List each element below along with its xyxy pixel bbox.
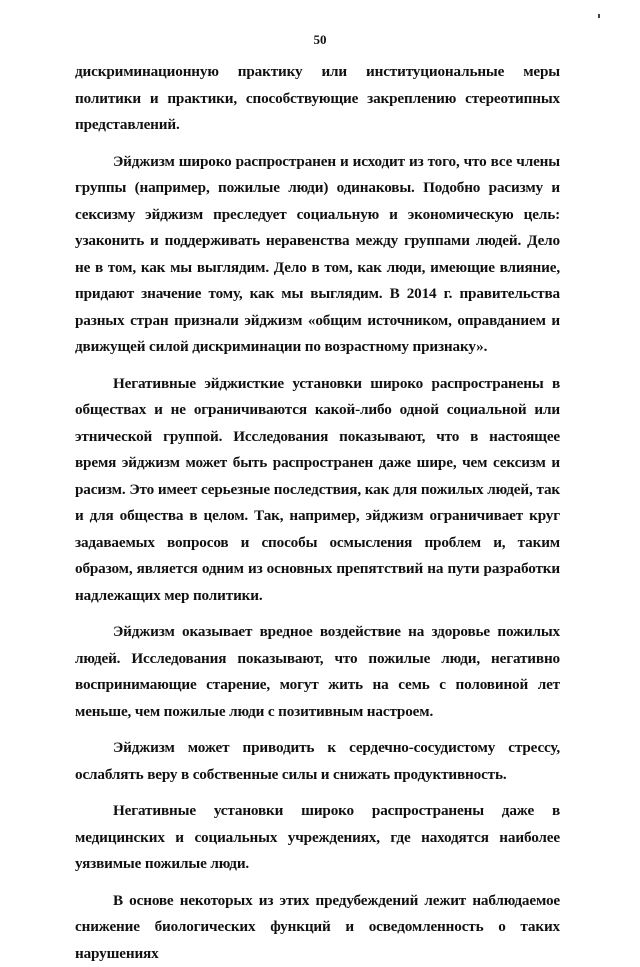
paragraph-health-impact: Эйджизм оказывает вредное воздействие на здоровье пожилых людей. Исследования показывают, что пожилые люди, негативно воспринимающие старение, могут жить на семь с половиной лет меньше, чем пожилые люди с позитивным настроем.: [75, 619, 560, 725]
paragraph-continuation: дискриминационную практику или институциональные меры политики и практики, способствующие закреплению стереотипных представлений.: [75, 59, 560, 139]
body-text: [75, 59, 560, 967]
scan-speck: [598, 14, 600, 18]
paragraph-biological-decline: В основе некоторых из этих предубеждений лежит наблюдаемое снижение биологических функций и осведомленность о таких нарушениях: [75, 888, 560, 967]
paragraph-negative-attitudes: Негативные эйджисткие установки широко распространены в обществах и не ограничиваются какой-либо одной социальной или этнической группой. Исследования показывают, что в настоящее время эйджизм может быть распространен даже шире, чем сексизм и расизм. Это имеет серьезные последствия, как для пожилых людей, так и для общества в целом. Так, например, эйджизм ограничивает круг задаваемых вопросов и способы осмысления проблем и, таким образом, является одним из основных препятствий на пути разработки надлежащих мер политики.: [75, 371, 560, 610]
paragraph-cardio-stress: Эйджизм может приводить к сердечно-сосудистому стрессу, ослаблять веру в собственные силы и снижать продуктивность.: [75, 735, 560, 788]
paragraph-medical-institutions: Негативные установки широко распространены даже в медицинских и социальных учреждениях, где находятся наиболее уязвимые пожилые люди.: [75, 798, 560, 878]
page-number: 50: [0, 32, 640, 48]
paragraph-ageism-definition: Эйджизм широко распространен и исходит из того, что все члены группы (например, пожилые люди) одинаковы. Подобно расизму и сексизму эйджизм преследует социальную и экономическую цель: узаконить и поддерживать неравенства между группами людей. Дело не в том, как мы выглядим. Дело в том, как люди, имеющие влияние, придают значение тому, как мы выглядим. В 2014 г. правительства разных стран признали эйджизм «общим источником, оправданием и движущей силой дискриминации по возрастному признаку».: [75, 149, 560, 361]
